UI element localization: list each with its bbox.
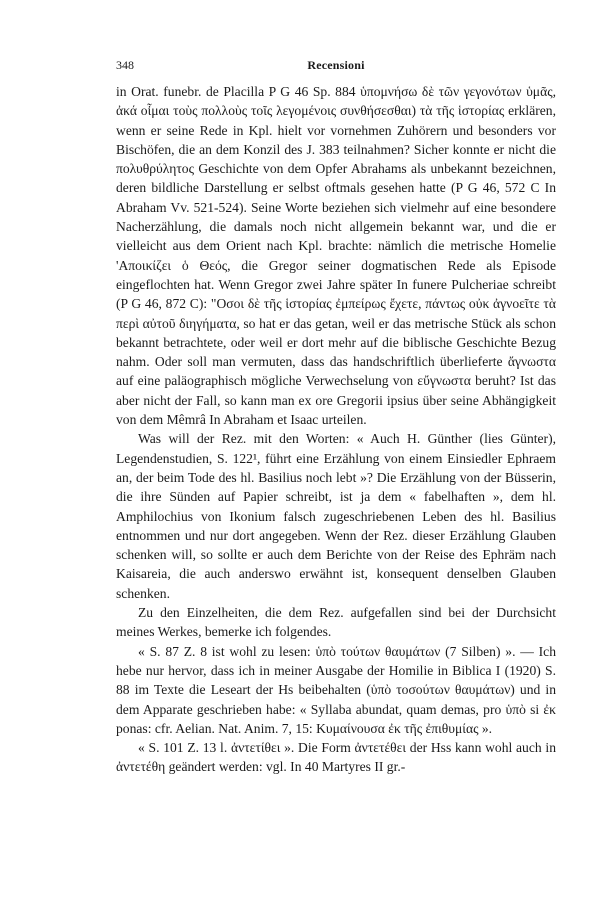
- page-number: 348: [116, 58, 134, 72]
- paragraph: Zu den Einzelheiten, die dem Rez. aufgefallen sind bei der Durchsicht meines Werkes, bemerke ich folgendes.: [116, 605, 556, 640]
- page-header: [116, 58, 556, 78]
- paragraph: « S. 101 Z. 13 l. ἀντετίθει ». Die Form ἀντετέθει der Hss kann wohl auch in ἀντετέθη geändert werden: vgl. In 40 Martyres II gr.-: [116, 740, 556, 775]
- paragraph: in Orat. funebr. de Placilla P G 46 Sp. 884 ὑπομνήσω δὲ τῶν γεγονότων ὑμᾶς, ἀκά οἶμαι τοὺς πολλοὺς τοῖς λεγομένοις συνθήσεσθαι) τὰ τῆς ἱστορίας erklären, wenn er seine Rede in Kpl. hielt vor vornehmen Zuhörern und besonders vor Bischöfen, die an dem Konzil des J. 383 teilnahmen? Sicher konnte er nicht die πολυθρύλητος Geschichte von dem Opfer Abrahams als unbekannt bezeichnen, deren bildliche Darstellung er selbst oftmals gesehen hatte (P G 46, 572 C In Abraham Vv. 521-524). Seine Worte beziehen sich vielmehr auf eine besondere Nacherzählung, die damals noch nicht allgemein bekannt war, und die er vielleicht aus dem Orient nach Kpl. brachte: nämlich die metrische Homelie 'Αποικίζει ὁ Θεός, die Gregor seiner dogmatischen Rede als Episode eingeflochten hat. Wenn Gregor zwei Jahre später In funere Pulcheriae schreibt (P G 46, 872 C): "Οσοι δὲ τῆς ἱστορίας ἐμπείρως ἔχετε, πάντως οὐκ ἀγνοεῖτε τὰ περὶ αὐτοῦ διηγήματα, so hat er das getan, weil er das metrische Stück als schon bekannt betrachtete, oder weil er dort mehr auf die biblische Geschichte Bezug nahm. Oder soll man vermuten, dass das handschriftlich überlieferte ἄγνωστα auf eine paläographisch mögliche Verwechselung von εὔγνωστα beruht? Ist das aber nicht der Fall, so kann man ex ore Gregorii ipsius über seine Abhängigkeit von dem Mêmrâ In Abraham et Isaac urteilen.: [116, 84, 556, 428]
- paragraph: Was will der Rez. mit den Worten: « Auch H. Günther (lies Günter), Legendenstudien, S. 122¹, führt eine Erzählung von einem Einsiedler Ephraem an, der beim Tode des hl. Basilius noch lebt »? Die Erzählung von der Büsserin, die ihre Sünden auf Papier schreibt, ist ja dem « fabelhaften », dem hl. Amphilochius von Ikonium falsch zugeschriebenen Leben des hl. Basilius entnommen und nur dort angegeben. Wenn der Rez. dieser Erzählung Glauben schenken will, so sollte er auch dem Berichte von der Reise des Ephräm nach Kaisareia, die auch anderswo erwähnt ist, konsequent denselben Glauben schenken.: [116, 431, 556, 601]
- paragraph: « S. 87 Z. 8 ist wohl zu lesen: ὑπὸ τούτων θαυμάτων (7 Silben) ». — Ich hebe nur hervor, dass ich in meiner Ausgabe der Homilie in Biblica I (1920) S. 88 im Texte die Leseart der Hs beibehalten (ὑπὸ τοσούτων θαυμάτων) und in dem Apparate geschrieben habe: « Syllaba abundat, quam demas, pro ὑπὸ si ἐκ ponas: cfr. Aelian. Nat. Anim. 7, 15: Κυμαίνουσα ἐκ τῆς ἐπιθυμίας ».: [116, 643, 556, 736]
- body-text: [116, 82, 556, 777]
- running-head: Recensioni: [307, 58, 365, 72]
